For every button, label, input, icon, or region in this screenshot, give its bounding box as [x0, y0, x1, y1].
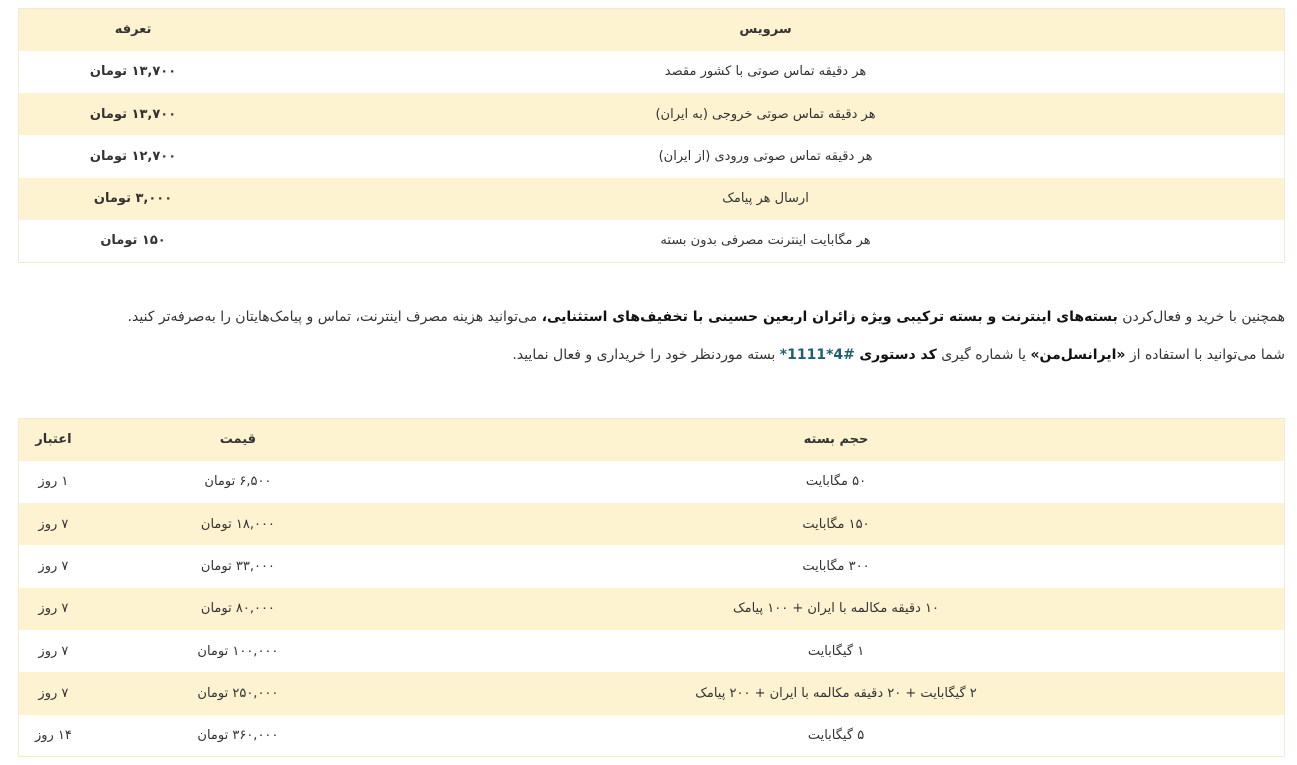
- cell-tariff: ۱۵۰ تومان: [100, 233, 166, 249]
- paragraph-text: همچنین با خرید و فعال‌کردن: [1117, 309, 1285, 325]
- cell-volume: ۳۰۰ مگابایت: [802, 559, 870, 575]
- cell-service: هر دقیقه تماس صوتی با کشور مقصد: [664, 64, 867, 80]
- header-price: قیمت: [219, 432, 257, 448]
- table-row: [19, 135, 1285, 177]
- cell-validity: ۷ روز: [38, 516, 69, 532]
- cell-validity: ۷ روز: [38, 601, 69, 617]
- cell-service: ارسال هر پیامک: [722, 191, 809, 207]
- header-tariff: تعرفه: [114, 22, 152, 38]
- irancell-app-link[interactable]: «ایرانسل‌من»: [1030, 347, 1126, 363]
- paragraph-text: بسته موردنظر خود را خریداری و فعال نمایید.: [512, 347, 780, 363]
- cell-volume: ۲ گیگابایت + ۲۰ دقیقه مکالمه با ایران + ۲۰۰ پیامک: [695, 685, 977, 701]
- package-table: [18, 418, 1285, 757]
- cell-volume: ۱۰ دقیقه مکالمه با ایران + ۱۰۰ پیامک: [733, 601, 940, 617]
- tariff-table: [18, 8, 1285, 263]
- table-header-row: [19, 9, 1285, 51]
- header-volume: حجم بسته: [803, 432, 869, 448]
- cell-price: ۳۳,۰۰۰ تومان: [200, 559, 275, 575]
- cell-price: ۳۶۰,۰۰۰ تومان: [197, 727, 279, 743]
- paragraph-bold-text: بسته‌های اینترنت و بسته ترکیبی ویژه زائران اربعین حسینی با تخفیف‌های استثنایی،: [541, 309, 1118, 325]
- paragraph-text: شما می‌توانید با استفاده از: [1125, 347, 1285, 363]
- cell-validity: ۱ روز: [38, 474, 69, 490]
- paragraph-bold-text: کد دستوری: [859, 347, 937, 363]
- table-row: [19, 715, 1285, 757]
- cell-volume: ۱ گیگابایت: [807, 643, 865, 659]
- table-row: [19, 672, 1285, 714]
- paragraph-text: می‌توانید هزینه مصرف اینترنت، تماس و پیامک‌هایتان را به‌صرفه‌تر کنید.: [127, 309, 542, 325]
- cell-tariff: ۱۳,۷۰۰ تومان: [89, 106, 177, 122]
- table-row: [19, 461, 1285, 503]
- table-header-row: [19, 419, 1285, 461]
- cell-service: هر مگابایت اینترنت مصرفی بدون بسته: [660, 233, 871, 249]
- cell-service: هر دقیقه تماس صوتی خروجی (به ایران): [655, 106, 876, 122]
- instructions-paragraph: [10, 347, 1285, 363]
- promo-paragraph: [10, 309, 1285, 325]
- cell-tariff: ۳,۰۰۰ تومان: [93, 191, 173, 207]
- cell-validity: ۷ روز: [38, 685, 69, 701]
- cell-price: ۶,۵۰۰ تومان: [204, 474, 272, 490]
- cell-price: ۲۵۰,۰۰۰ تومان: [197, 685, 279, 701]
- cell-price: ۱۰۰,۰۰۰ تومان: [197, 643, 279, 659]
- paragraph-text: یا شماره گیری: [936, 347, 1031, 363]
- cell-tariff: ۱۳,۷۰۰ تومان: [89, 64, 177, 80]
- cell-validity: ۱۴ روز: [34, 727, 72, 743]
- header-service: سرویس: [739, 22, 792, 38]
- header-validity: اعتبار: [35, 432, 72, 448]
- cell-volume: ۵ گیگابایت: [807, 727, 865, 743]
- table-row: [19, 545, 1285, 587]
- cell-volume: ۵۰ مگابایت: [805, 474, 867, 490]
- cell-volume: ۱۵۰ مگابایت: [802, 516, 870, 532]
- table-row: [19, 178, 1285, 220]
- table-row: [19, 220, 1285, 262]
- cell-price: ۱۸,۰۰۰ تومان: [200, 516, 275, 532]
- cell-service: هر دقیقه تماس صوتی ورودی (از ایران): [658, 149, 873, 165]
- cell-price: ۸۰,۰۰۰ تومان: [200, 601, 275, 617]
- table-row: [19, 503, 1285, 545]
- table-row: [19, 588, 1285, 630]
- cell-validity: ۷ روز: [38, 643, 69, 659]
- cell-tariff: ۱۲,۷۰۰ تومان: [89, 149, 177, 165]
- cell-validity: ۷ روز: [38, 559, 69, 575]
- table-row: [19, 630, 1285, 672]
- table-row: [19, 51, 1285, 93]
- table-row: [19, 93, 1285, 135]
- ussd-code: *1111*4#: [779, 347, 855, 363]
